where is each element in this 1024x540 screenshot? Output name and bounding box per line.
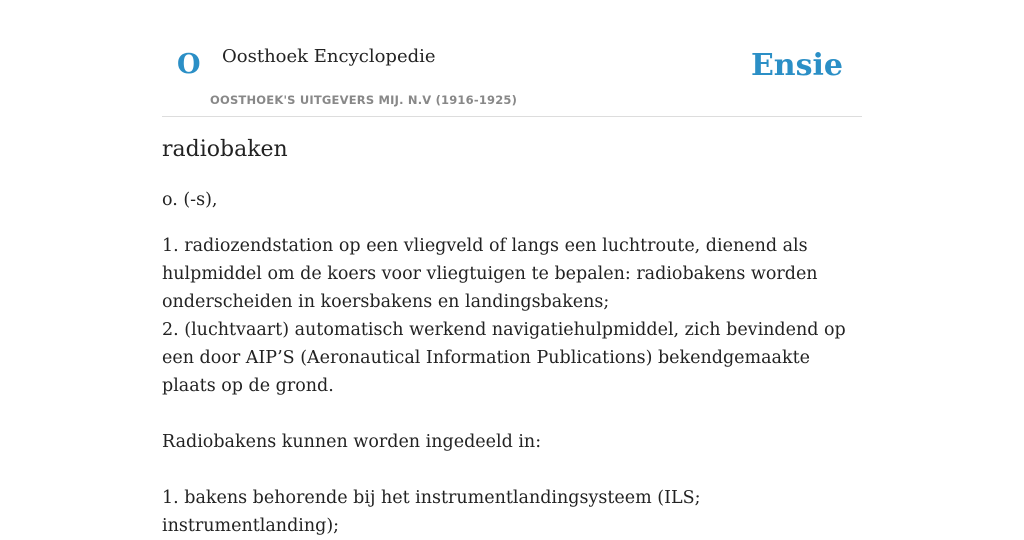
- list-item: 1. bakens behorende bij het instrumentlandingsysteem (ILS; instrumentlanding);: [162, 487, 701, 536]
- entry-content: [162, 136, 862, 540]
- source-subtitle: OOSTHOEK'S UITGEVERS MIJ. N.V (1916-1925): [210, 93, 518, 107]
- source-title-link[interactable]: Oosthoek Encyclopedie: [222, 46, 436, 67]
- definition-1: 1. radiozendstation op een vliegveld of langs een luchtroute, dienend als hulpmiddel om de koers voor vliegtuigen te bepalen: radiobakens worden onderscheiden in koersbakens en landingsbakens;: [162, 235, 818, 312]
- spacer: [162, 456, 862, 484]
- source-logo[interactable]: O: [177, 49, 201, 80]
- entry-intro: Radiobakens kunnen worden ingedeeld in:: [162, 431, 542, 452]
- source-header: [162, 0, 862, 117]
- spacer: [162, 400, 862, 428]
- entry-headword: radiobaken: [162, 137, 288, 162]
- ensie-home-link[interactable]: Ensie: [750, 48, 843, 83]
- entry-grammar: o. (-s),: [162, 189, 218, 210]
- definition-2: 2. (luchtvaart) automatisch werkend navigatiehulpmiddel, zich bevindend op een door AIP’S (Aeronautical Information Publications) bekendgemaakte plaats op de grond.: [162, 319, 846, 396]
